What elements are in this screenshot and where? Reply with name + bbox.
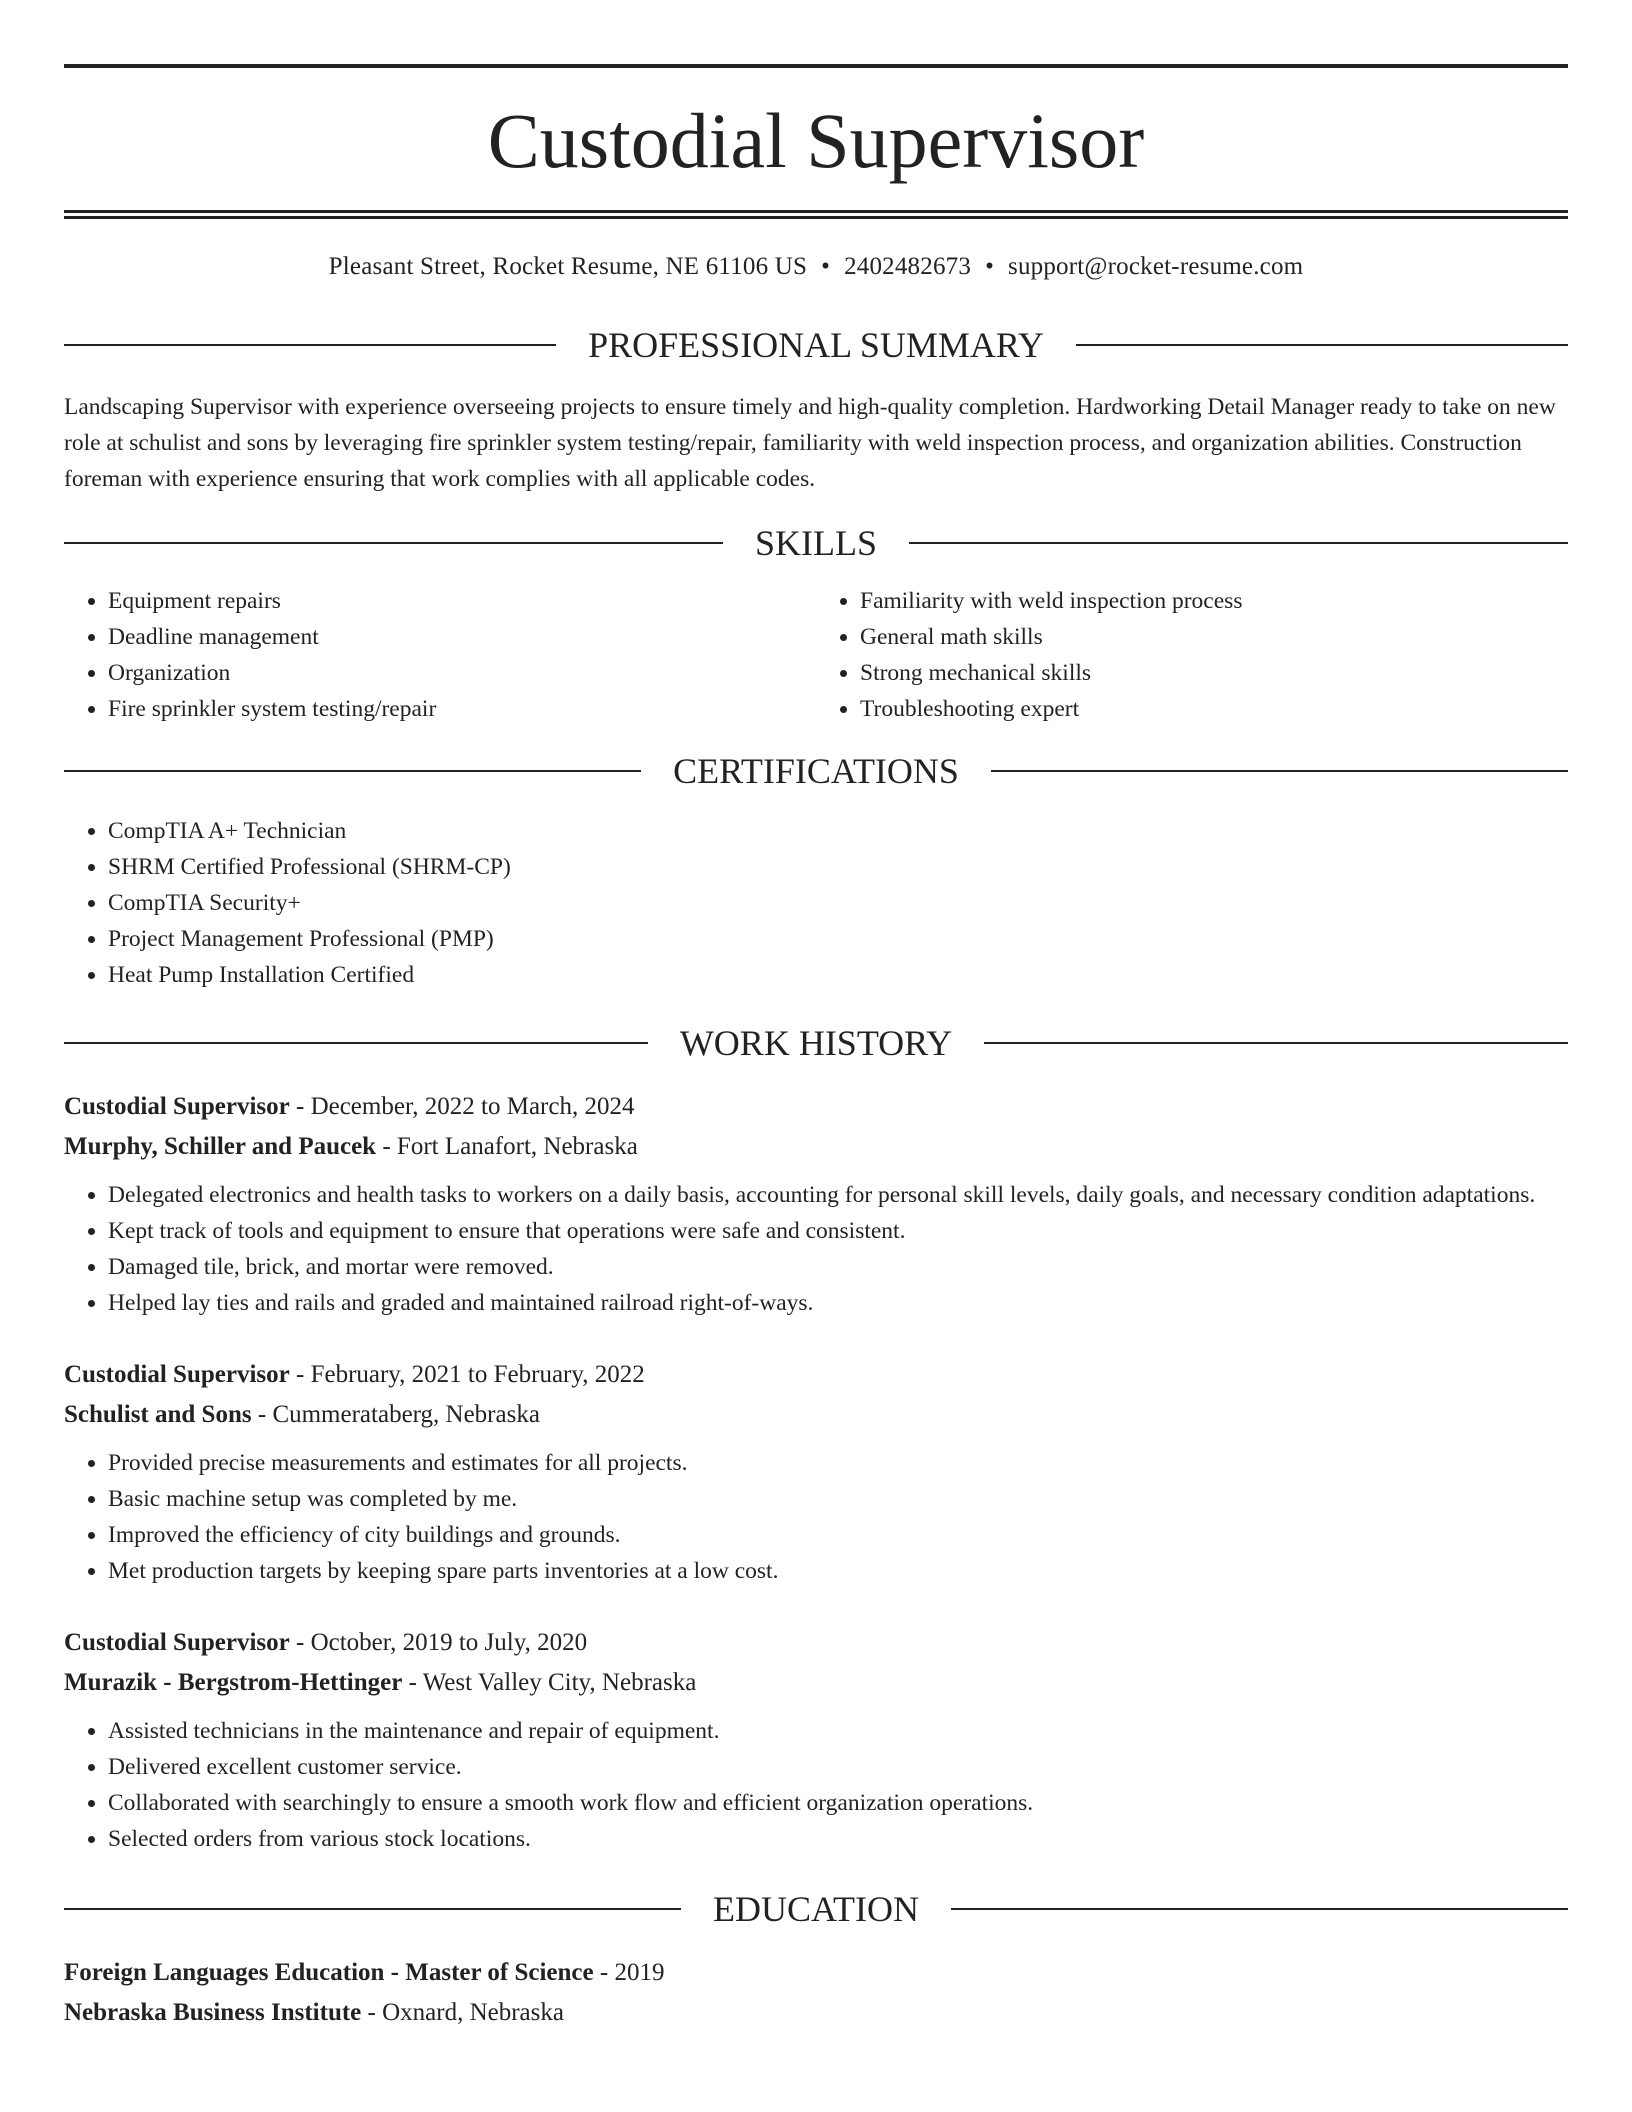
list-item: • Kept track of tools and equipment to ensure that operations were safe and consistent.	[108, 1213, 1568, 1249]
education-school-line	[64, 1993, 1568, 2033]
job-bullets	[64, 1445, 1568, 1589]
list-item: • CompTIA Security+	[108, 885, 1568, 921]
job-location: Fort Lanafort, Nebraska	[396, 1133, 638, 1160]
job-company: Schulist and Sons	[64, 1401, 252, 1428]
skills-column-right	[816, 583, 1568, 727]
section-heading-label: CERTIFICATIONS	[673, 751, 959, 791]
list-item: • Met production targets by keeping spare parts inventories at a low cost.	[108, 1553, 1568, 1589]
list-item: • Improved the efficiency of city buildings and grounds.	[108, 1517, 1568, 1553]
list-item: • Deadline management	[108, 619, 816, 655]
header-double-rule	[64, 210, 1568, 219]
job-title-line	[64, 1087, 1568, 1127]
section-heading-label: PROFESSIONAL SUMMARY	[588, 325, 1044, 365]
job-company-line	[64, 1395, 1568, 1435]
skills-list	[64, 583, 1568, 727]
list-item: • Basic machine setup was completed by me.	[108, 1481, 1568, 1517]
list-item: • Equipment repairs	[108, 583, 816, 619]
education-entry	[64, 1953, 1568, 2033]
dash: -	[376, 1133, 397, 1160]
dash: -	[251, 1401, 273, 1428]
section-heading-label: SKILLS	[755, 523, 878, 563]
list-item: • Damaged tile, brick, and mortar were removed.	[108, 1249, 1568, 1285]
section-heading-education	[64, 1891, 1568, 1927]
certifications-list	[64, 813, 1568, 993]
section-heading-work-history	[64, 1025, 1568, 1061]
education-degree: Foreign Languages Education - Master of Science	[64, 1959, 594, 1986]
list-item: • CompTIA A+ Technician	[108, 813, 1568, 849]
list-item: • Delegated electronics and health tasks to workers on a daily basis, accounting for personal skill levels, daily goals, and necessary condition adaptations.	[108, 1177, 1568, 1213]
list-item: • Fire sprinkler system testing/repair	[108, 691, 816, 727]
section-heading-label: EDUCATION	[713, 1889, 919, 1929]
job-title-line	[64, 1355, 1568, 1395]
job-entry	[64, 1355, 1568, 1589]
list-item: • SHRM Certified Professional (SHRM-CP)	[108, 849, 1568, 885]
job-title-line	[64, 1623, 1568, 1663]
resume-page	[64, 64, 1568, 2033]
contact-line	[64, 253, 1568, 281]
education-location: Oxnard, Nebraska	[382, 1999, 564, 2026]
job-company-line	[64, 1127, 1568, 1167]
job-company: Murphy, Schiller and Paucek	[64, 1133, 377, 1160]
job-entry	[64, 1623, 1568, 1857]
skills-column-left	[64, 583, 816, 727]
job-entry	[64, 1087, 1568, 1321]
contact-separator: •	[821, 253, 831, 280]
job-bullets	[64, 1177, 1568, 1321]
job-company: Murazik - Bergstrom-Hettinger	[64, 1669, 403, 1696]
contact-address: Pleasant Street, Rocket Resume, NE 61106 US	[328, 253, 808, 280]
list-item: • Project Management Professional (PMP)	[108, 921, 1568, 957]
dash: -	[289, 1093, 311, 1120]
dash: -	[593, 1959, 615, 1986]
list-item: • Familiarity with weld inspection process	[860, 583, 1568, 619]
education-degree-line	[64, 1953, 1568, 1993]
job-role: Custodial Supervisor	[64, 1629, 290, 1656]
contact-phone: 2402482673	[844, 253, 972, 280]
dash: -	[289, 1361, 311, 1388]
contact-email: support@rocket-resume.com	[1008, 253, 1304, 280]
job-location: West Valley City, Nebraska	[422, 1669, 697, 1696]
job-dates: December, 2022 to March, 2024	[310, 1093, 635, 1120]
list-item: • Delivered excellent customer service.	[108, 1749, 1568, 1785]
job-role: Custodial Supervisor	[64, 1361, 290, 1388]
list-item: • General math skills	[860, 619, 1568, 655]
dash: -	[289, 1629, 311, 1656]
job-dates: February, 2021 to February, 2022	[310, 1361, 645, 1388]
section-heading-skills	[64, 525, 1568, 561]
job-role: Custodial Supervisor	[64, 1093, 290, 1120]
list-item: • Heat Pump Installation Certified	[108, 957, 1568, 993]
contact-separator: •	[985, 253, 995, 280]
job-location: Cummerataberg, Nebraska	[272, 1401, 540, 1428]
job-dates: October, 2019 to July, 2020	[310, 1629, 588, 1656]
list-item: • Organization	[108, 655, 816, 691]
list-item: • Selected orders from various stock locations.	[108, 1821, 1568, 1857]
section-heading-certifications	[64, 753, 1568, 789]
list-item: • Provided precise measurements and estimates for all projects.	[108, 1445, 1568, 1481]
list-item: • Assisted technicians in the maintenance and repair of equipment.	[108, 1713, 1568, 1749]
education-year: 2019	[614, 1959, 665, 1986]
list-item: • Strong mechanical skills	[860, 655, 1568, 691]
list-item: • Collaborated with searchingly to ensure a smooth work flow and efficient organization operations.	[108, 1785, 1568, 1821]
dash: -	[402, 1669, 423, 1696]
section-heading-summary	[64, 327, 1568, 363]
job-company-line	[64, 1663, 1568, 1703]
job-bullets	[64, 1713, 1568, 1857]
list-item: • Troubleshooting expert	[860, 691, 1568, 727]
section-heading-label: WORK HISTORY	[679, 1023, 953, 1063]
candidate-name: Custodial Supervisor	[487, 97, 1145, 184]
dash: -	[361, 1999, 383, 2026]
list-item: • Helped lay ties and rails and graded and maintained railroad right-of-ways.	[108, 1285, 1568, 1321]
summary-text: Landscaping Supervisor with experience overseeing projects to ensure timely and high-quality completion. Hardworking Detail Manager ready to take on new role at schulist and sons by leveraging fire sprinkler system testing/repair, familiarity with weld inspection process, and organization abilities. Construction foreman with experience ensuring that work complies with all applicable codes.	[64, 394, 1556, 492]
education-school: Nebraska Business Institute	[64, 1999, 362, 2026]
